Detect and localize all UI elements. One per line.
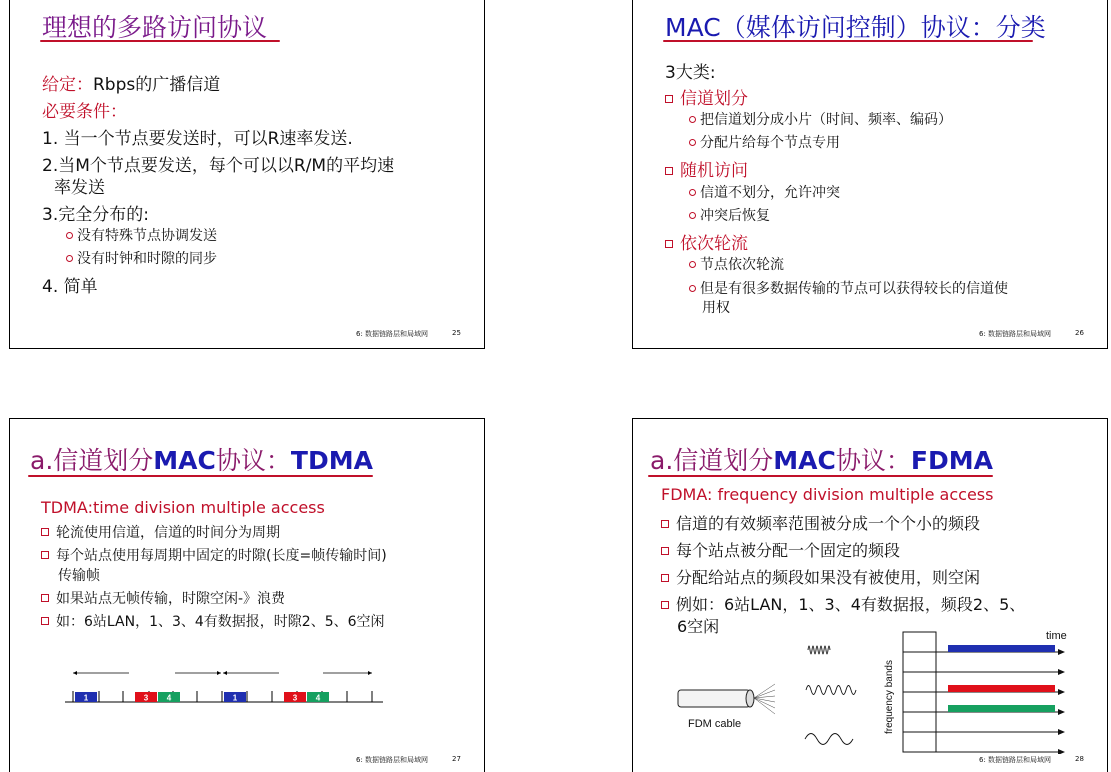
- circle-bullet-icon: [66, 255, 73, 262]
- intro-text: 3大类:: [665, 63, 716, 83]
- y-axis-label: frequency bands: [884, 660, 895, 734]
- mid-frequency-wave: [806, 686, 856, 695]
- bullet-item: 分配给站点的频段如果没有被使用，则空闲: [661, 565, 980, 588]
- square-bullet-icon: [41, 617, 49, 625]
- circle-bullet-icon: [66, 232, 73, 239]
- slide-title: a.信道划分MAC协议：FDMA: [650, 446, 993, 475]
- fdma-diagram: [673, 624, 1098, 754]
- square-bullet-icon: [41, 551, 49, 559]
- slot-label: 3: [143, 693, 149, 703]
- footer-text: 6: 数据链路层和局域网: [979, 330, 1052, 338]
- requirement-2-cont: 率发送: [54, 178, 105, 198]
- sub-item: 节点依次轮流: [689, 254, 784, 274]
- category-2: 随机访问: [665, 156, 748, 181]
- slot-label: 1: [232, 693, 238, 703]
- square-bullet-icon: [665, 167, 673, 175]
- sub-item: 分配片给每个节点专用: [689, 132, 840, 152]
- slot-label: 4: [166, 693, 172, 703]
- footer-text: 6: 数据链路层和局域网: [356, 330, 429, 338]
- title-underline: [648, 475, 993, 477]
- sub-item: 信道不划分，允许冲突: [689, 182, 840, 202]
- circle-bullet-icon: [689, 189, 696, 196]
- title-underline: [663, 40, 1033, 42]
- slot-label: 1: [83, 693, 89, 703]
- given-label: 给定：Rbps的广播信道: [42, 75, 221, 95]
- requirement-3: 3.完全分布的:: [42, 205, 149, 225]
- bullet-item: 信道的有效频率范围被分成一个个小的频段: [661, 511, 980, 534]
- requirement-4: 4. 简单: [42, 277, 98, 297]
- sub-item: 冲突后恢复: [689, 205, 770, 225]
- category-3: 依次轮流: [665, 229, 748, 254]
- cable-label: FDM cable: [688, 718, 742, 730]
- bullet-item: 例如：6站LAN，1、3、4有数据报，频段2、5、: [661, 592, 1025, 615]
- bullet-item-cont: 6空闲: [677, 617, 720, 636]
- square-bullet-icon: [41, 528, 49, 536]
- title-underline: [28, 475, 373, 477]
- bullet-item: 每个站点使用每周期中固定的时隙(长度=帧传输时间): [41, 545, 387, 565]
- square-bullet-icon: [661, 601, 669, 609]
- square-bullet-icon: [661, 574, 669, 582]
- square-bullet-icon: [41, 594, 49, 602]
- circle-bullet-icon: [689, 285, 696, 292]
- square-bullet-icon: [661, 547, 669, 555]
- low-frequency-wave: [805, 734, 853, 745]
- requirement-1: 1. 当一个节点要发送时，可以R速率发送.: [42, 129, 353, 149]
- page-number: 26: [1075, 329, 1084, 337]
- bullet-item: 轮流使用信道，信道的时间分为周期: [41, 522, 280, 542]
- page-number: 25: [452, 329, 461, 337]
- bullet-item-cont: 传输帧: [58, 568, 100, 584]
- high-frequency-wave: [808, 646, 830, 654]
- band-3: [948, 685, 1055, 692]
- page-number: 27: [452, 755, 461, 763]
- square-bullet-icon: [665, 95, 673, 103]
- circle-bullet-icon: [689, 116, 696, 123]
- square-bullet-icon: [665, 240, 673, 248]
- slide-subtitle: TDMA:time division multiple access: [41, 498, 325, 517]
- category-1: 信道划分: [665, 84, 748, 109]
- tdma-diagram: [65, 659, 385, 709]
- sub-item: 没有时钟和时隙的同步: [66, 248, 217, 268]
- footer-text: 6: 数据链路层和局域网: [356, 756, 429, 764]
- band-1: [948, 645, 1055, 652]
- sub-item-cont: 用权: [702, 300, 730, 316]
- circle-bullet-icon: [689, 212, 696, 219]
- bullet-item: 如果站点无帧传输，时隙空闲-》浪费: [41, 588, 285, 608]
- slide-27: [9, 418, 485, 772]
- title-underline: [40, 40, 280, 42]
- band-4: [948, 705, 1055, 712]
- bullet-item: 如：6站LAN，1、3、4有数据报，时隙2、5、6空闲: [41, 611, 385, 631]
- slide-title: MAC（媒体访问控制）协议：分类: [665, 13, 1046, 42]
- slide-25: [9, 0, 485, 349]
- square-bullet-icon: [661, 520, 669, 528]
- requirements-label: 必要条件：: [42, 102, 127, 122]
- time-label: time: [1046, 630, 1067, 642]
- page-number: 28: [1075, 755, 1084, 763]
- sub-item: 但是有很多数据传输的节点可以获得较长的信道使: [689, 278, 1008, 298]
- footer-text: 6: 数据链路层和局域网: [979, 756, 1052, 764]
- slide-subtitle: FDMA: frequency division multiple access: [661, 485, 994, 504]
- requirement-2: 2.当M个节点要发送，每个可以以R/M的平均速: [42, 156, 395, 176]
- bullet-item: 每个站点被分配一个固定的频段: [661, 538, 900, 561]
- slide-title: a.信道划分MAC协议：TDMA: [30, 446, 373, 475]
- slide-28: [632, 418, 1108, 772]
- circle-bullet-icon: [689, 261, 696, 268]
- slide-26: [632, 0, 1108, 349]
- fdm-cable-icon: [678, 690, 750, 707]
- slide-title: 理想的多路访问协议: [42, 13, 268, 42]
- sub-item: 没有特殊节点协调发送: [66, 225, 217, 245]
- circle-bullet-icon: [689, 139, 696, 146]
- slot-label: 3: [292, 693, 298, 703]
- sub-item: 把信道划分成小片（时间、频率、编码）: [689, 109, 952, 129]
- slot-label: 4: [315, 693, 321, 703]
